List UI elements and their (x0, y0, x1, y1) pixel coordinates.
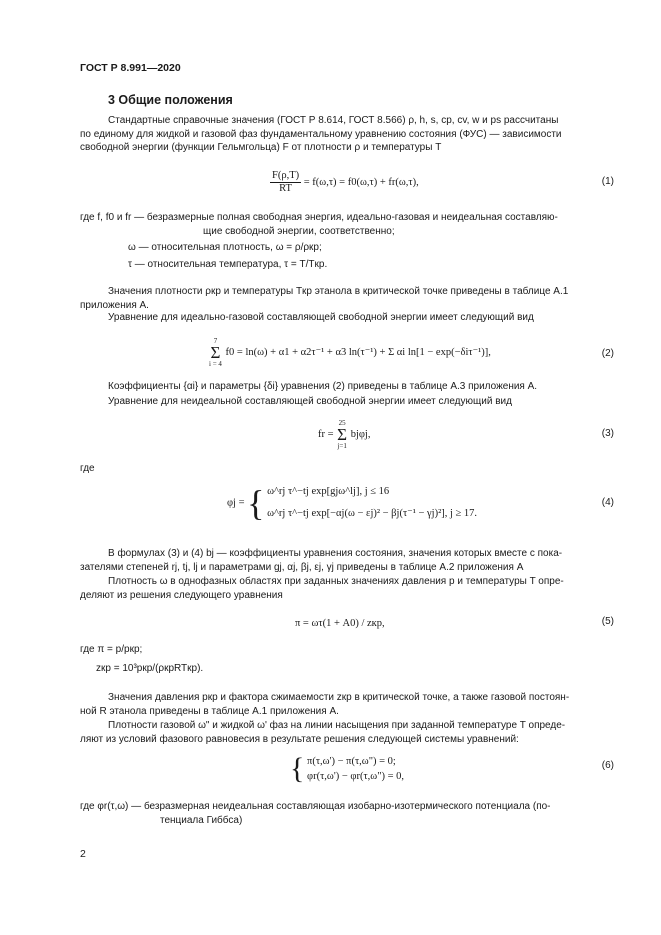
eq1-numerator: F(ρ,T) (272, 170, 300, 181)
document-id: ГОСТ Р 8.991—2020 (80, 62, 181, 74)
saturation-paragraph (80, 719, 608, 746)
equation-1 (270, 170, 419, 195)
saturation-line-2: ляют из условий фазового равновесия в результате решения следующей системы уравнений: (80, 733, 519, 745)
ideal-intro: Уравнение для идеально-газовой составляющей свободной энергии имеет следующий вид (108, 312, 534, 323)
eq1-fraction (270, 170, 301, 195)
eq1-rhs: = f(ω,τ) = f0(ω,τ) + fr(ω,τ), (303, 176, 419, 188)
eq3-sum-lower: j=1 (337, 442, 347, 450)
critical-line-1: Значения плотности ρкр и температуры Tкр этанола в критической точке приведены в таблице А.1 (108, 286, 569, 297)
eq2-sum-operator (209, 337, 222, 368)
intro-line-1: Стандартные справочные значения (ГОСТ Р 8.614, ГОСТ 8.566) ρ, h, s, cp, cv, w и ps рассчитаны (108, 115, 559, 126)
eq4-lhs: φj = (227, 497, 245, 509)
equation-5: π = ωτ(1 + A0) / zкр, (295, 618, 385, 629)
eq2-sum-upper: 7 (213, 337, 218, 345)
equation-number-4: (4) (601, 497, 614, 508)
eq1-denominator: RT (279, 183, 292, 194)
critical-line-2: приложения А. (80, 299, 149, 311)
omega-definition: ω — относительная плотность, ω = ρ/ρкр; (128, 242, 322, 253)
eq6-line-1: π(τ,ω') − π(τ,ω") = 0; (307, 756, 396, 767)
equation-4 (227, 481, 477, 525)
equation-number-3: (3) (601, 428, 614, 439)
eq3-sum-upper: 25 (338, 419, 346, 427)
tau-definition: τ — относительная температура, τ = T/Tкр. (128, 259, 328, 270)
where-f-line-1: где f, f0 и fr — безразмерные полная свободная энергия, идеально-газовая и неидеальная составляю- (80, 212, 558, 223)
phi-line-2: тенциала Гиббса) (160, 814, 243, 826)
nonideal-intro: Уравнение для неидеальной составляющей свободной энергии имеет следующий вид (108, 396, 512, 407)
critical-paragraph (80, 285, 608, 312)
left-brace-icon: { (247, 483, 265, 523)
phi-line-1: где φr(τ,ω) — безразмерная неидеальная составляющая изобарно-изотермического потенциала (по- (80, 801, 551, 812)
eq4-case-1: ω^rj τ^−tj exp[gjω^lj], j ≤ 16 (267, 486, 390, 497)
equation-6 (290, 754, 404, 784)
eq3-sum-operator (337, 419, 347, 450)
density-line-2: деляют из решения следующего уравнения (80, 589, 283, 601)
eq6-line-2: φr(τ,ω') − φr(τ,ω") = 0, (307, 771, 405, 782)
eq2-sum-lower: i = 4 (209, 360, 222, 368)
pressure-paragraph (80, 691, 608, 718)
formula-paragraph (80, 547, 608, 574)
page-number: 2 (80, 848, 86, 860)
equation-number-2: (2) (601, 348, 614, 359)
eq4-cases (267, 481, 477, 525)
formula-line-2: зателями степеней rj, tj, lj и параметрами gj, αj, βj, εj, γj приведены в таблице А.2 приложения А (80, 561, 524, 573)
z-definition: zкр = 10³pкр/(ρкрRTкр). (96, 663, 204, 674)
equation-number-5: (5) (601, 616, 614, 627)
formula-line-1: В формулах (3) и (4) bj — коэффициенты уравнения состояния, значения которых вместе с пока- (108, 548, 563, 559)
where-f-paragraph (80, 211, 608, 238)
phi-paragraph (80, 800, 608, 827)
pressure-line-1: Значения давления pкр и фактора сжимаемости zкр в критической точке, а также газовой постоян- (108, 692, 570, 703)
section-title: 3 Общие положения (108, 93, 233, 107)
equation-3 (318, 419, 370, 450)
eq4-case-2: ω^rj τ^−tj exp[−αj(ω − εj)² − βj(τ⁻¹ − γj)²], j ≥ 17. (267, 508, 478, 519)
pi-definition: где π = p/pкр; (80, 644, 143, 655)
intro-paragraph (80, 114, 608, 155)
equation-2 (208, 337, 491, 368)
pressure-line-2: ной R этанола приведены в таблице А.1 приложения А. (80, 705, 339, 717)
eq3-term: bjφj, (350, 428, 371, 440)
equation-number-1: (1) (601, 176, 614, 187)
density-paragraph (80, 575, 608, 602)
where-f-line-2: щие свободной энергии, соответственно; (203, 225, 395, 237)
eq6-system (307, 754, 404, 784)
equation-number-6: (6) (601, 760, 614, 771)
where-label: где (80, 463, 95, 474)
intro-line-2: по единому для жидкой и газовой фаз фундаментальному уравнению состояния (ФУС) — зависимости (80, 128, 562, 140)
eq3-lhs: fr = (318, 428, 334, 440)
eq2-body: f0 = ln(ω) + α1 + α2τ⁻¹ + α3 ln(τ⁻¹) + Σ αi ln[1 − exp(−δiτ⁻¹)], (225, 346, 491, 358)
saturation-line-1: Плотности газовой ω" и жидкой ω' фаз на линии насыщения при заданной температуре T опреде- (108, 720, 566, 731)
left-brace-icon: { (290, 752, 305, 785)
eq2-sigma-icon: Σ (210, 343, 221, 362)
intro-line-3: свободной энергии (функции Гельмгольца) F от плотности ρ и температуры T (80, 142, 442, 153)
coefficients-note: Коэффициенты {αi} и параметры {δi} уравнения (2) приведены в таблице А.3 приложения А. (108, 381, 538, 392)
eq3-sigma-icon: Σ (337, 425, 348, 444)
density-line-1: Плотность ω в однофазных областях при заданных значениях давления p и температуры T опре- (108, 576, 564, 587)
